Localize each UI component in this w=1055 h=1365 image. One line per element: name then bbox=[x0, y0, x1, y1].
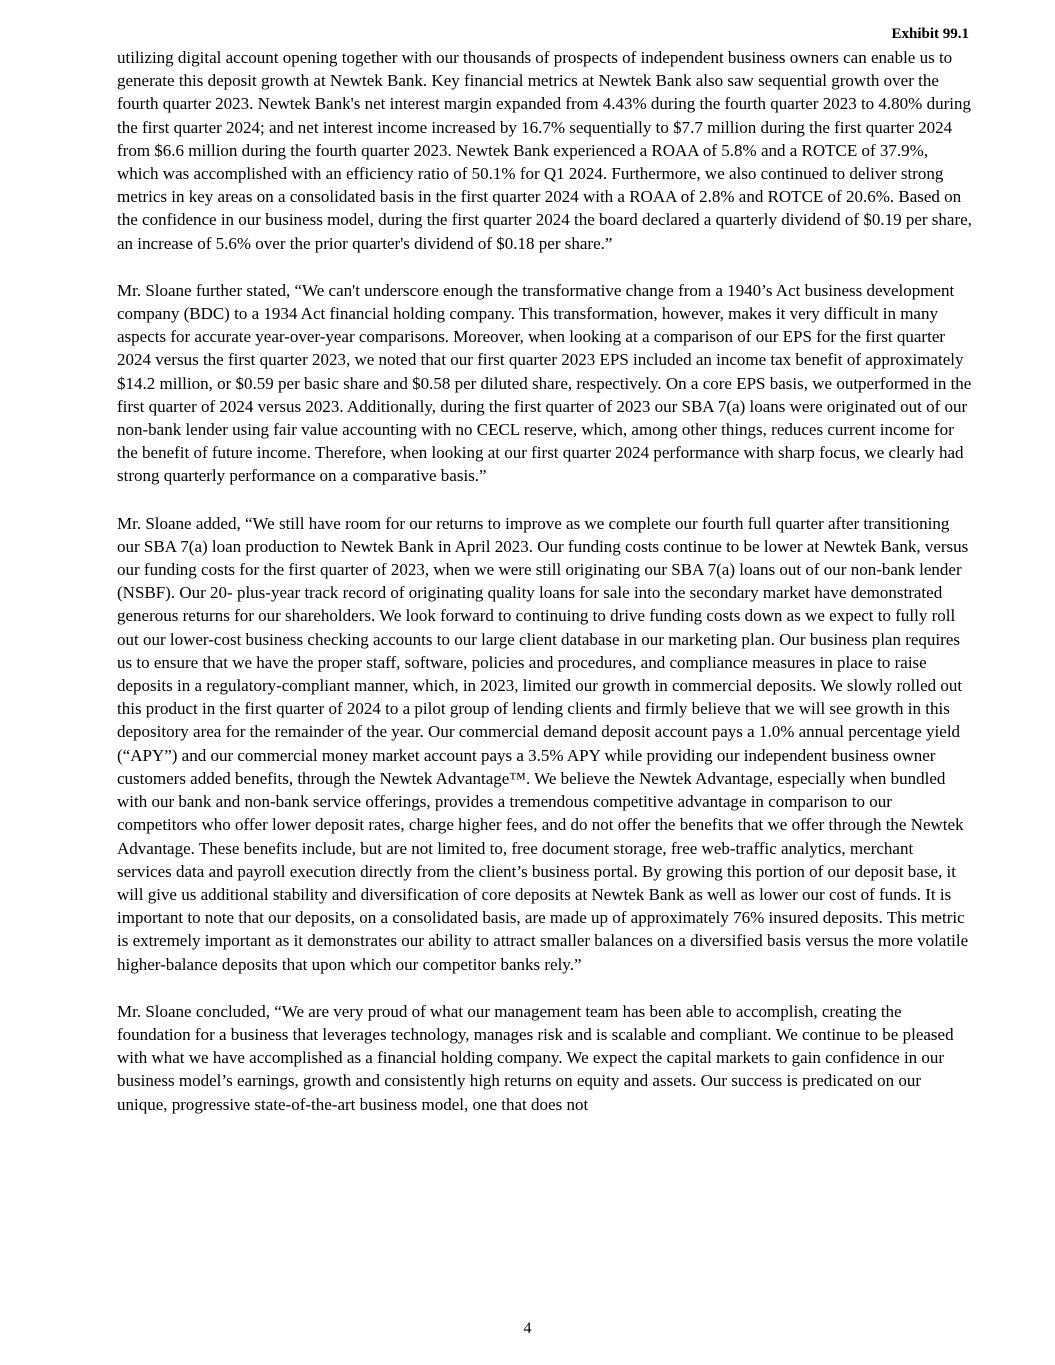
page-number: 4 bbox=[523, 1320, 532, 1337]
exhibit-label: Exhibit 99.1 bbox=[891, 26, 969, 42]
paragraph-deposit-growth: utilizing digital account opening together with our thousands of prospects of independent business owners can enable us to generate this deposit growth at Newtek Bank. Key financial metrics at Newtek Bank also saw sequential growth over the fourth quarter 2023. Newtek Bank's net interest margin expanded from 4.43% during the fourth quarter 2023 to 4.80% during the first quarter 2024; and net interest income increased by 16.7% sequentially to $7.7 million during the first quarter 2024 from $6.6 million during the fourth quarter 2023. Newtek Bank experienced a ROAA of 5.8% and a ROTCE of 37.9%, which was accomplished with an efficiency ratio of 50.1% for Q1 2024. Furthermore, we also continued to deliver strong metrics in key areas on a consolidated basis in the first quarter 2024 with a ROAA of 2.8% and ROTCE of 20.6%. Based on the confidence in our business model, during the first quarter 2024 the board declared a quarterly dividend of $0.19 per share, an increase of 5.6% over the prior quarter's dividend of $0.18 per share.” bbox=[117, 48, 972, 253]
document-body bbox=[117, 46, 972, 1140]
paragraph-returns-improve: Mr. Sloane added, “We still have room for our returns to improve as we complete our fourth full quarter after transitioning our SBA 7(a) loan production to Newtek Bank in April 2023. Our funding costs continue to be lower at Newtek Bank, versus our funding costs for the first quarter of 2023, when we were still originating our SBA 7(a) loans out of our non-bank lender (NSBF). Our 20- plus-year track record of originating quality loans for sale into the secondary market have demonstrated generous returns for our shareholders. We look forward to continuing to drive funding costs down as we expect to fully roll out our lower-cost business checking accounts to our large client database in our marketing plan. Our business plan requires us to ensure that we have the proper staff, software, policies and procedures, and compliance measures in place to raise deposits in a regulatory-compliant manner, which, in 2023, limited our growth in commercial deposits. We slowly rolled out this product in the first quarter of 2024 to a pilot group of lending clients and firmly believe that we will see growth in this depository area for the remainder of the year. Our commercial demand deposit account pays a 1.0% annual percentage yield (“APY”) and our commercial money market account pays a 3.5% APY while providing our independent business owner customers added benefits, through the Newtek Advantage™. We believe the Newtek Advantage, especially when bundled with our bank and non-bank service offerings, provides a tremendous competitive advantage in comparison to our competitors who offer lower deposit rates, charge higher fees, and do not offer the benefits that we offer through the Newtek Advantage. These benefits include, but are not limited to, free document storage, free web-traffic analytics, merchant services data and payroll execution directly from the client’s business portal. By growing this portion of our deposit base, it will give us additional stability and diversification of core deposits at Newtek Bank as well as lower our cost of funds. It is important to note that our deposits, on a consolidated basis, are made up of approximately 76% insured deposits. This metric is extremely important as it demonstrates our ability to attract smaller balances on a diversified basis versus the more volatile higher-balance deposits that upon which our competitor banks rely.” bbox=[117, 513, 969, 974]
paragraph-conclusion: Mr. Sloane concluded, “We are very proud of what our management team has been able to accomplish, creating the foundation for a business that leverages technology, manages risk and is scalable and compliant. We continue to be pleased with what we have accomplished as a financial holding company. We expect the capital markets to gain confidence in our business model’s earnings, growth and consistently high returns on equity and assets. Our success is predicated on our unique, progressive state-of-the-art business model, one that does not bbox=[117, 1001, 954, 1114]
paragraph-transformative-change: Mr. Sloane further stated, “We can't underscore enough the transformative change from a 1940’s Act business development company (BDC) to a 1934 Act financial holding company. This transformation, however, makes it very difficult in many aspects for accurate year-over-year comparisons. Moreover, when looking at a comparison of our EPS for the first quarter 2024 versus the first quarter 2023, we noted that our first quarter 2023 EPS included an income tax benefit of approximately $14.2 million, or $0.59 per basic share and $0.58 per diluted share, respectively. On a core EPS basis, we outperformed in the first quarter of 2024 versus 2023. Additionally, during the first quarter of 2023 our SBA 7(a) loans were originated out of our non-bank lender using fair value accounting with no CECL reserve, which, among other things, reduces current income for the benefit of future income. Therefore, when looking at our first quarter 2024 performance with sharp focus, we clearly had strong quarterly performance on a comparative basis.” bbox=[117, 280, 972, 486]
